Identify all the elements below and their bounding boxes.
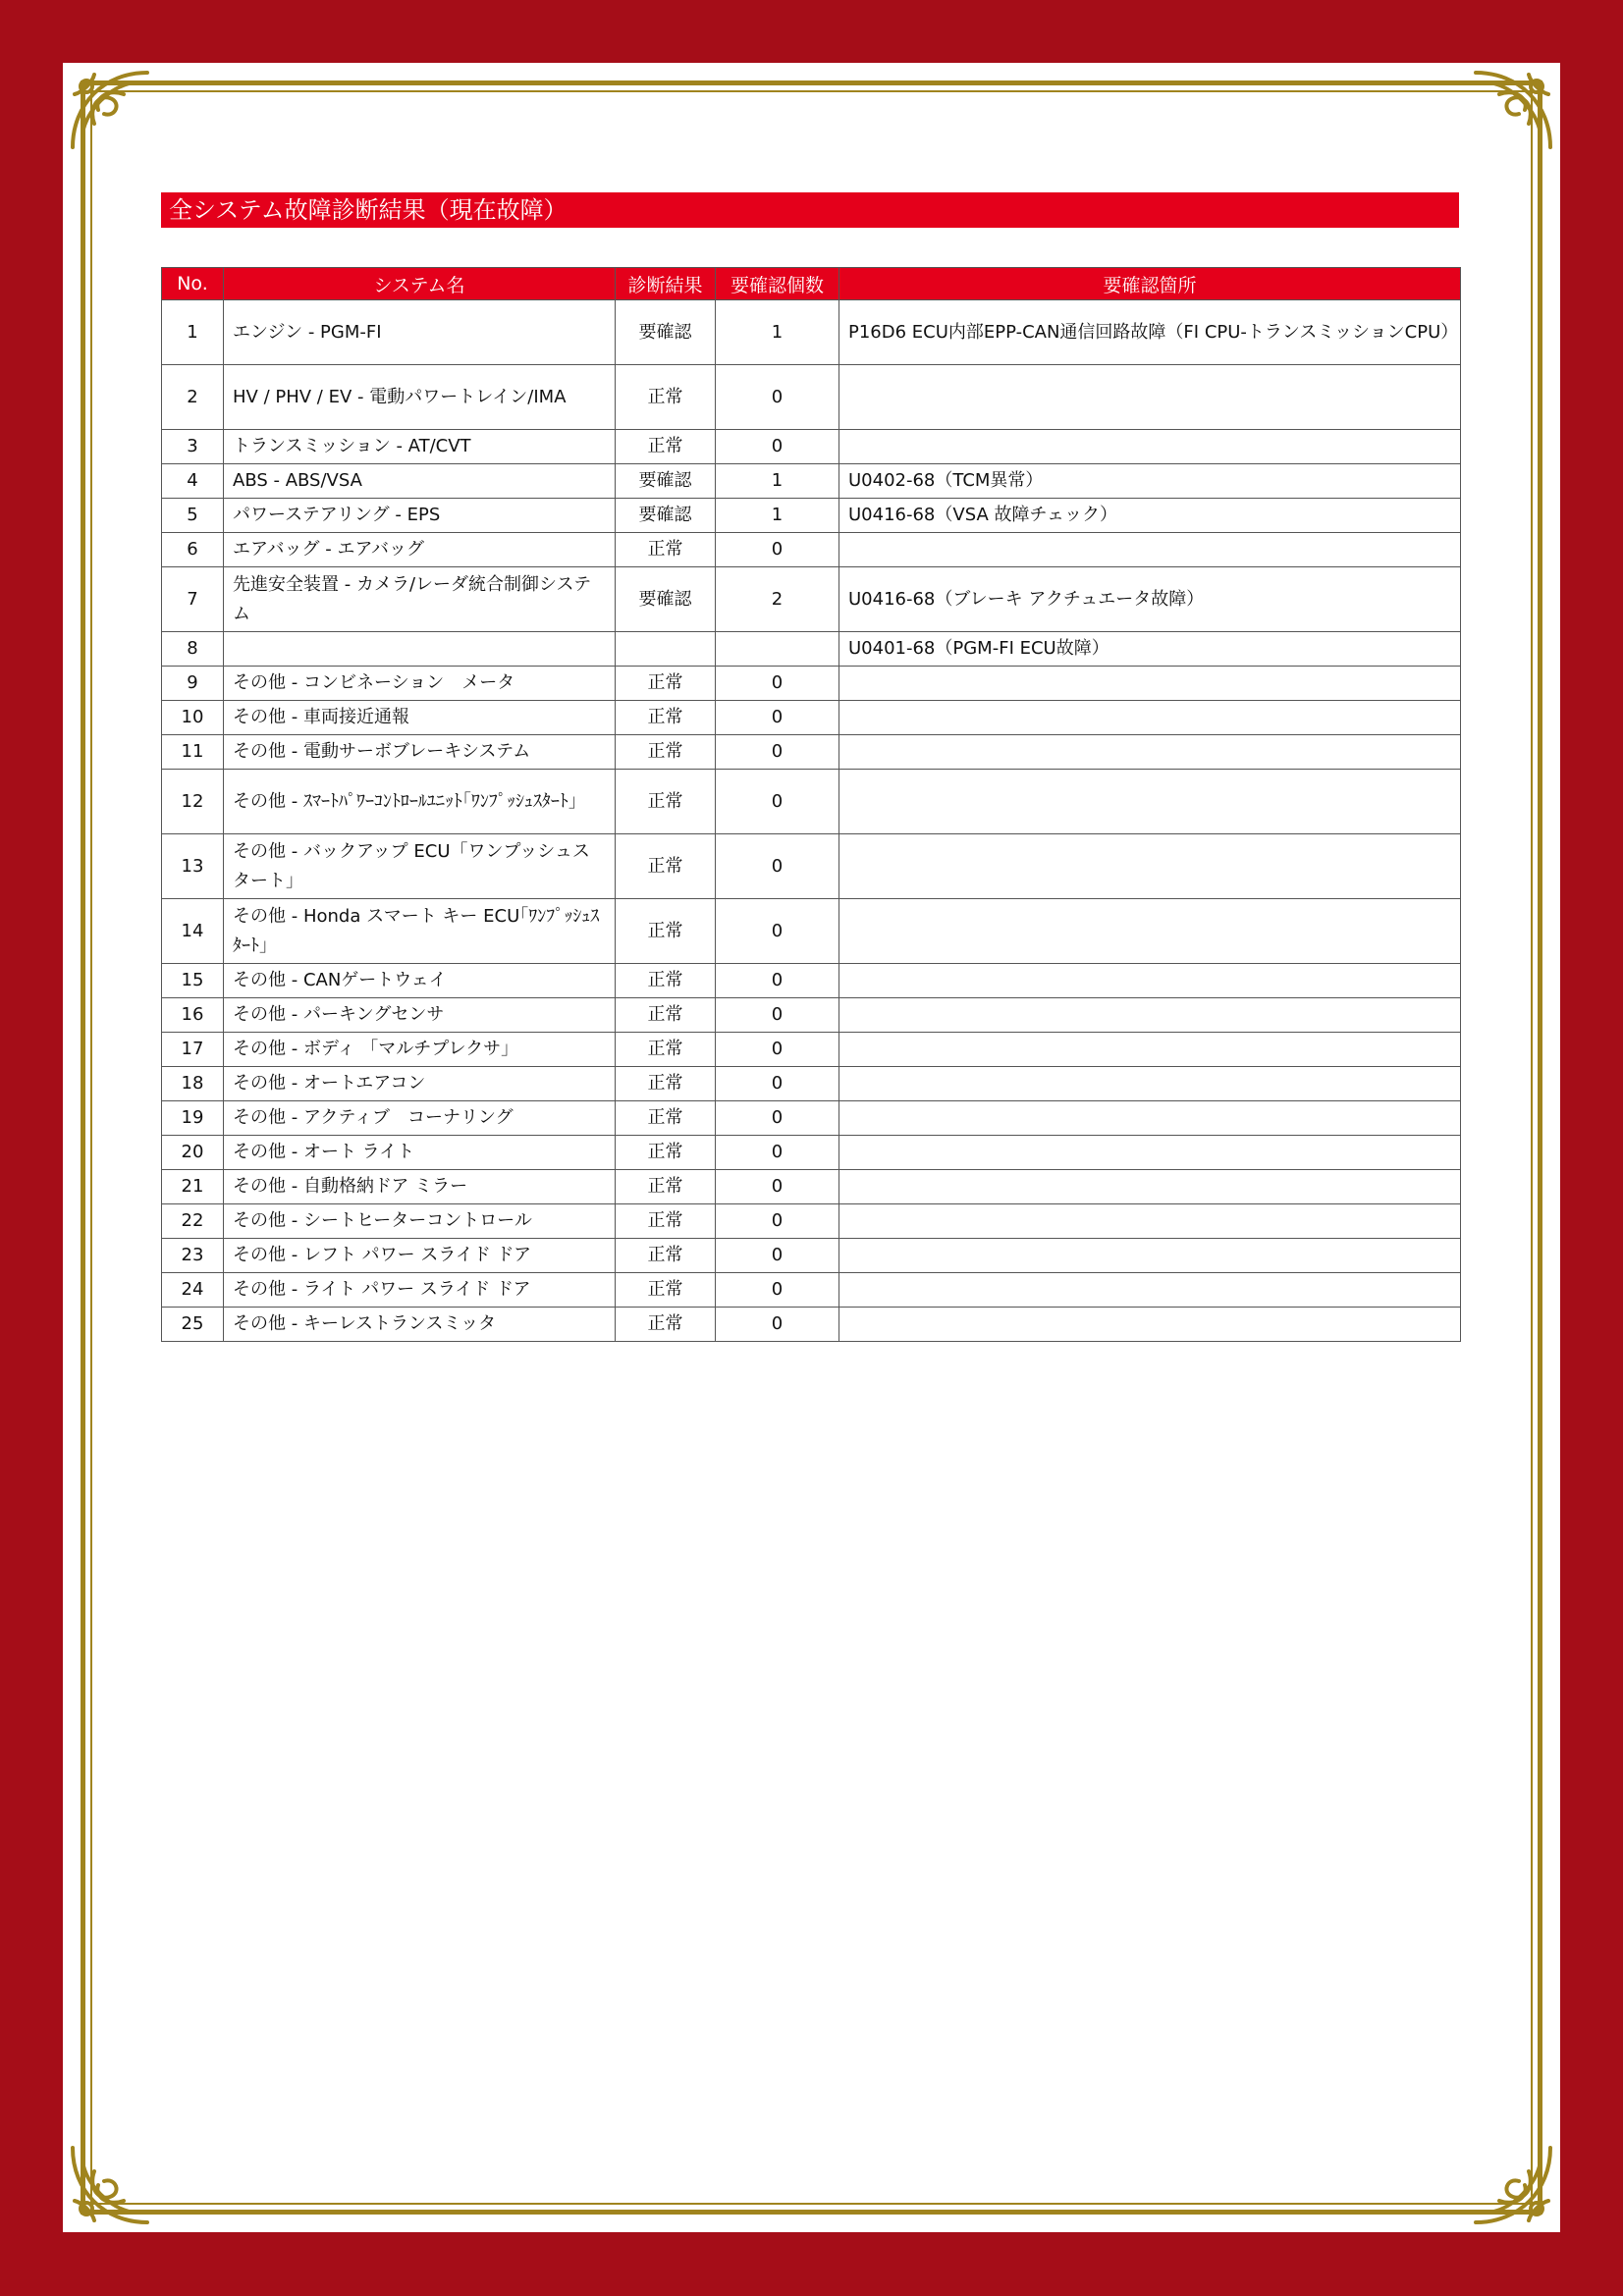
cell-no: 12 [162,770,224,834]
cell-detail [839,1136,1461,1170]
cell-no: 5 [162,499,224,533]
cell-no: 3 [162,430,224,464]
cell-count: 0 [716,701,839,735]
cell-result: 正常 [616,1204,716,1239]
cell-result: 正常 [616,701,716,735]
cell-detail [839,899,1461,964]
cell-result: 正常 [616,1101,716,1136]
cell-result: 正常 [616,1033,716,1067]
cell-no: 20 [162,1136,224,1170]
cell-detail [839,1033,1461,1067]
cell-count: 0 [716,1204,839,1239]
cell-system: その他 - アクティブ コーナリング [224,1101,616,1136]
cell-system: その他 - ｽﾏｰﾄﾊﾟﾜｰｺﾝﾄﾛｰﾙﾕﾆｯﾄ｢ﾜﾝﾌﾟｯｼｭｽﾀｰﾄ｣ [224,770,616,834]
cell-system: その他 - コンビネーション メータ [224,667,616,701]
table-row [162,735,1461,770]
cell-count: 0 [716,834,839,899]
col-header-result: 診断結果 [616,268,716,300]
cell-system: パワーステアリング - EPS [224,499,616,533]
cell-count: 0 [716,430,839,464]
cell-detail [839,1308,1461,1342]
cell-system: トランスミッション - AT/CVT [224,430,616,464]
cell-system: その他 - 電動サーボブレーキシステム [224,735,616,770]
table-row [162,998,1461,1033]
cell-no: 15 [162,964,224,998]
cell-no: 23 [162,1239,224,1273]
cell-no: 25 [162,1308,224,1342]
cell-result: 正常 [616,1273,716,1308]
cell-result: 正常 [616,533,716,567]
cell-count: 0 [716,1273,839,1308]
table-row [162,1308,1461,1342]
cell-detail [839,1170,1461,1204]
cell-detail: U0416-68（VSA 故障チェック） [839,499,1461,533]
cell-system: その他 - バックアップ ECU「ワンプッシュスタート」 [224,834,616,899]
cell-detail: U0402-68（TCM異常） [839,464,1461,499]
table-row [162,834,1461,899]
cell-system: その他 - パーキングセンサ [224,998,616,1033]
cell-count: 0 [716,1308,839,1342]
cell-count: 0 [716,667,839,701]
table-row [162,1033,1461,1067]
cell-count: 0 [716,1067,839,1101]
cell-detail [839,1273,1461,1308]
cell-system: その他 - オート ライト [224,1136,616,1170]
cell-count: 0 [716,770,839,834]
corner-ornament-icon [65,65,155,155]
cell-no: 9 [162,667,224,701]
cell-result: 要確認 [616,464,716,499]
table-row [162,1239,1461,1273]
table-row [162,464,1461,499]
cell-count: 0 [716,533,839,567]
table-row [162,499,1461,533]
cell-system: その他 - 自動格納ドア ミラー [224,1170,616,1204]
table-row [162,567,1461,632]
cell-system: その他 - 車両接近通報 [224,701,616,735]
cell-system: ABS - ABS/VSA [224,464,616,499]
cell-no: 21 [162,1170,224,1204]
cell-no: 13 [162,834,224,899]
table-row [162,899,1461,964]
cell-detail [839,365,1461,430]
cell-system: その他 - シートヒーターコントロール [224,1204,616,1239]
col-header-system: システム名 [224,268,616,300]
cell-no: 14 [162,899,224,964]
cell-detail [839,1239,1461,1273]
cell-result: 正常 [616,735,716,770]
cell-system [224,632,616,667]
cell-no: 7 [162,567,224,632]
cell-no: 16 [162,998,224,1033]
cell-no: 19 [162,1101,224,1136]
table-row [162,430,1461,464]
corner-ornament-icon [1468,2140,1558,2230]
report-page [63,63,1560,2232]
col-header-count: 要確認個数 [716,268,839,300]
cell-no: 17 [162,1033,224,1067]
cell-no: 11 [162,735,224,770]
cell-count: 1 [716,499,839,533]
cell-system: その他 - オートエアコン [224,1067,616,1101]
cell-detail [839,735,1461,770]
cell-result: 正常 [616,1239,716,1273]
cell-count: 1 [716,464,839,499]
corner-ornament-icon [1468,65,1558,155]
table-row [162,964,1461,998]
cell-detail [839,1204,1461,1239]
cell-system: 先進安全装置 - カメラ/レーダ統合制御システム [224,567,616,632]
cell-detail [839,701,1461,735]
cell-result: 要確認 [616,567,716,632]
cell-result: 要確認 [616,300,716,365]
cell-no: 8 [162,632,224,667]
cell-count: 0 [716,1101,839,1136]
cell-result [616,632,716,667]
cell-detail [839,998,1461,1033]
table-row [162,1273,1461,1308]
cell-count: 0 [716,1170,839,1204]
cell-detail [839,770,1461,834]
cell-detail: P16D6 ECU内部EPP-CAN通信回路故障（FI CPU-トランスミッションCPU） [839,300,1461,365]
cell-no: 1 [162,300,224,365]
table-row [162,1170,1461,1204]
cell-result: 正常 [616,667,716,701]
cell-no: 6 [162,533,224,567]
cell-detail [839,964,1461,998]
cell-count [716,632,839,667]
cell-result: 正常 [616,899,716,964]
cell-no: 10 [162,701,224,735]
cell-result: 正常 [616,834,716,899]
cell-system: その他 - ボディ 「マルチプレクサ」 [224,1033,616,1067]
cell-count: 0 [716,1136,839,1170]
diagnosis-table [161,267,1461,1342]
cell-detail [839,834,1461,899]
table-row [162,1136,1461,1170]
cell-count: 0 [716,899,839,964]
cell-count: 0 [716,365,839,430]
table-row [162,300,1461,365]
cell-result: 正常 [616,964,716,998]
corner-ornament-icon [65,2140,155,2230]
table-row [162,1204,1461,1239]
cell-count: 0 [716,964,839,998]
cell-result: 正常 [616,770,716,834]
table-row [162,632,1461,667]
cell-detail [839,430,1461,464]
cell-count: 0 [716,1033,839,1067]
cell-result: 正常 [616,365,716,430]
cell-detail [839,667,1461,701]
cell-count: 1 [716,300,839,365]
table-row [162,667,1461,701]
cell-no: 18 [162,1067,224,1101]
cell-result: 要確認 [616,499,716,533]
cell-detail: U0401-68（PGM-FI ECU故障） [839,632,1461,667]
cell-detail [839,1101,1461,1136]
cell-detail [839,1067,1461,1101]
cell-count: 0 [716,1239,839,1273]
table-row [162,1101,1461,1136]
cell-result: 正常 [616,1170,716,1204]
table-header-row [162,268,1461,300]
table-row [162,365,1461,430]
cell-system: その他 - CANゲートウェイ [224,964,616,998]
cell-result: 正常 [616,1067,716,1101]
table-row [162,701,1461,735]
cell-result: 正常 [616,998,716,1033]
cell-no: 24 [162,1273,224,1308]
cell-count: 2 [716,567,839,632]
cell-no: 22 [162,1204,224,1239]
cell-result: 正常 [616,1136,716,1170]
col-header-no: No. [162,268,224,300]
cell-result: 正常 [616,430,716,464]
cell-count: 0 [716,998,839,1033]
cell-result: 正常 [616,1308,716,1342]
table-row [162,1067,1461,1101]
cell-count: 0 [716,735,839,770]
cell-detail [839,533,1461,567]
cell-no: 2 [162,365,224,430]
cell-system: その他 - キーレストランスミッタ [224,1308,616,1342]
table-row [162,770,1461,834]
cell-system: HV / PHV / EV - 電動パワートレイン/IMA [224,365,616,430]
cell-system: その他 - レフト パワー スライド ドア [224,1239,616,1273]
section-title: 全システム故障診断結果（現在故障） [161,192,1459,228]
cell-system: エンジン - PGM-FI [224,300,616,365]
cell-system: その他 - Honda スマート キー ECU｢ﾜﾝﾌﾟｯｼｭｽﾀｰﾄ｣ [224,899,616,964]
cell-no: 4 [162,464,224,499]
cell-system: エアバッグ - エアバッグ [224,533,616,567]
cell-system: その他 - ライト パワー スライド ドア [224,1273,616,1308]
col-header-detail: 要確認箇所 [839,268,1461,300]
table-row [162,533,1461,567]
cell-detail: U0416-68（ブレーキ アクチュエータ故障） [839,567,1461,632]
